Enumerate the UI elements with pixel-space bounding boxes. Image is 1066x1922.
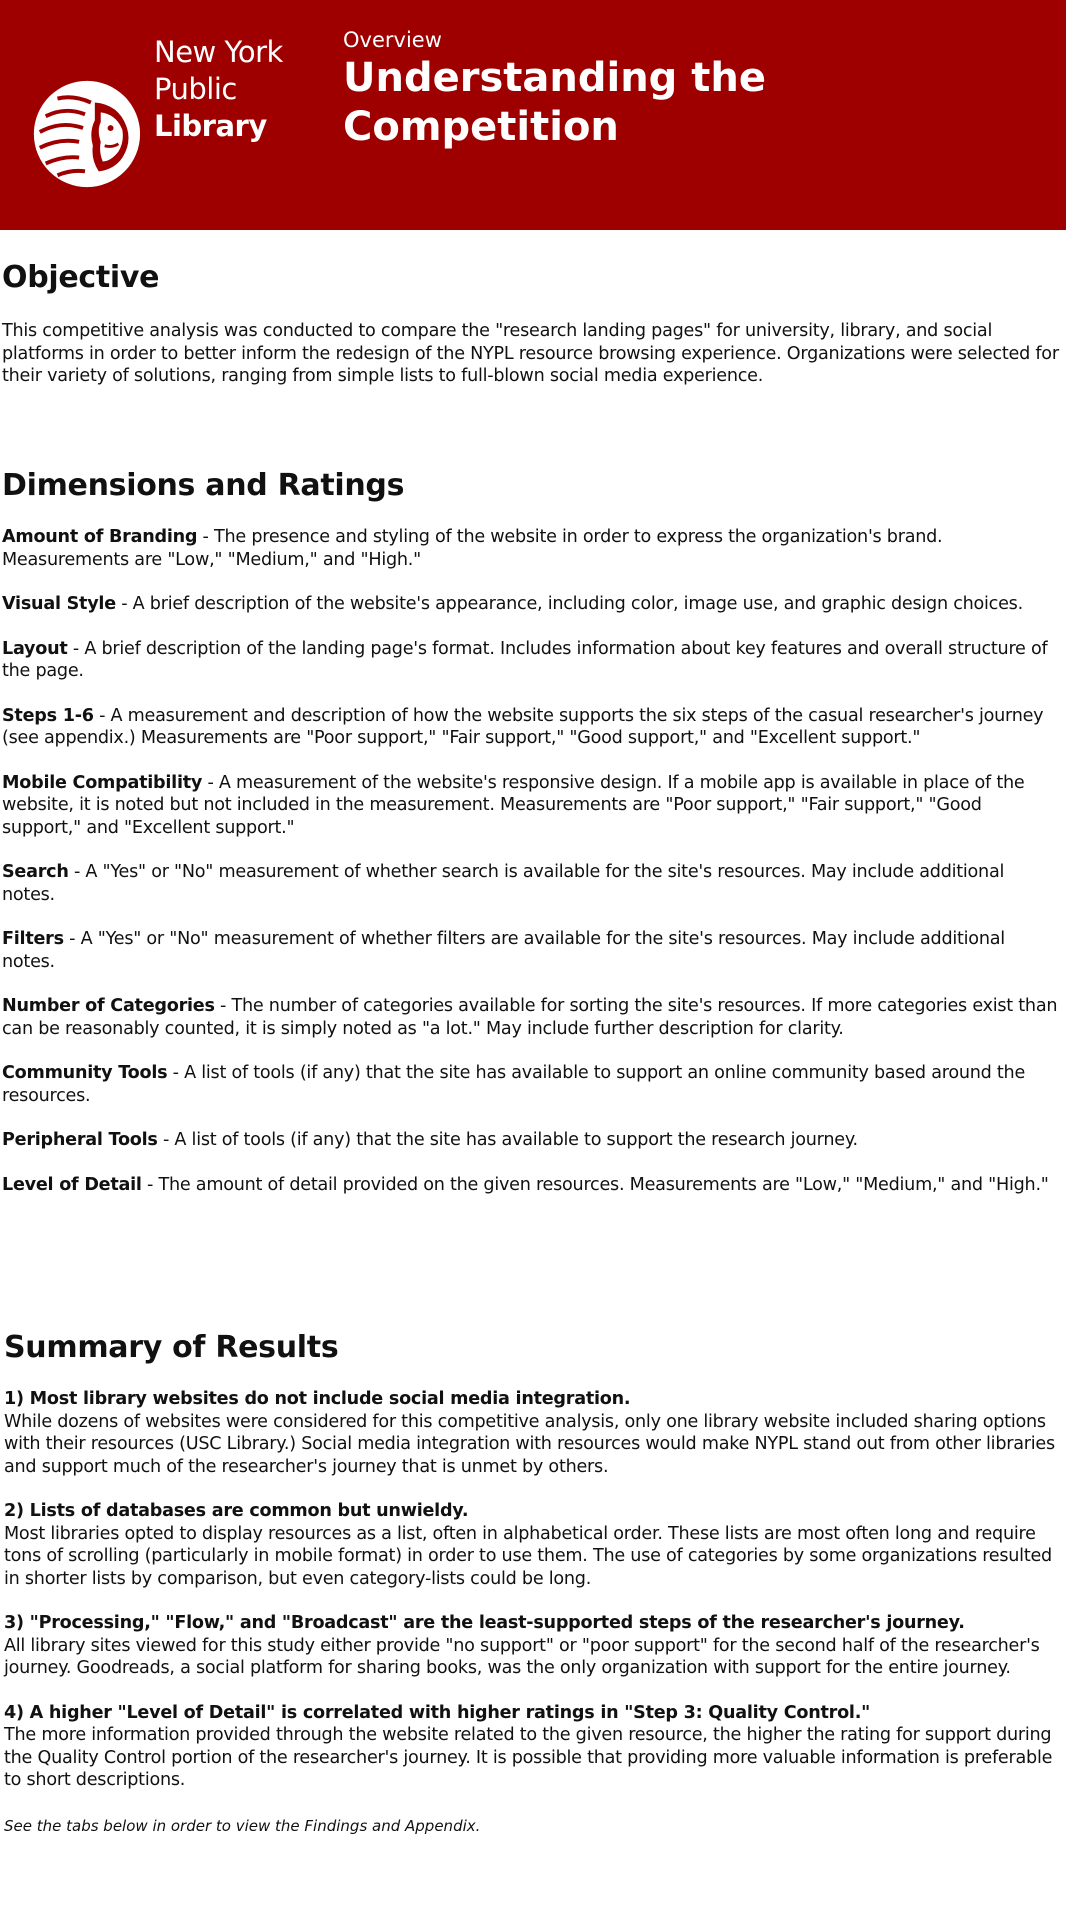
dimension-desc: - A measurement and description of how the website supports the six steps of the casual researcher's journey (see appendix.) Measurements are "Poor support," "Fair support," "Good support," and "Excellent support." — [2, 705, 1044, 748]
dimensions-list — [2, 526, 1060, 1196]
objective-heading: Objective — [2, 260, 160, 295]
dimension-term: Steps 1-6 — [2, 705, 94, 726]
dimension-item — [2, 1129, 1060, 1152]
summary-item-title: 1) Most library websites do not include social media integration. — [4, 1389, 631, 1409]
dimension-desc: - The number of categories available for sorting the site's resources. If more categories exist than can be reasonably counted, it is simply noted as "a lot." May include further description for clarity. — [2, 996, 1058, 1039]
dimension-item — [2, 638, 1060, 683]
dimension-term: Filters — [2, 929, 64, 949]
dimension-item — [2, 995, 1060, 1040]
summary-item-text: All library sites viewed for this study either provide "no support" or "poor support" for the second half of the researcher's journey. Goodreads, a social platform for sharing books, was the only organization with support for the entire journey. — [4, 1635, 1040, 1678]
dimension-term: Visual Style — [2, 594, 116, 614]
dimension-item — [2, 593, 1060, 616]
summary-item-text: While dozens of websites were considered for this competitive analysis, only one library website included sharing options with their resources (USC Library.) Social media integration with resources would make NYPL stand out from other libraries and support much of the researcher's journey that is unmet by others. — [4, 1411, 1055, 1477]
dimensions-heading: Dimensions and Ratings — [2, 468, 405, 503]
dimension-item — [2, 861, 1060, 906]
page-eyebrow: Overview — [343, 28, 442, 52]
dimension-desc: - The amount of detail provided on the given resources. Measurements are "Low," "Medium," and "High." — [141, 1174, 1049, 1195]
wordmark-line-3: Library — [154, 109, 267, 143]
dimension-term: Amount of Branding — [2, 527, 198, 547]
summary-item — [4, 1612, 1060, 1680]
dimension-desc: - A brief description of the website's appearance, including color, image use, and graphic design choices. — [115, 594, 1023, 614]
page-title: Understanding the Competition — [343, 55, 766, 150]
wordmark-line-1: New York — [154, 35, 283, 69]
dimension-item — [2, 772, 1060, 840]
summary-item-title: 2) Lists of databases are common but unwieldy. — [4, 1501, 469, 1521]
dimension-term: Community Tools — [2, 1063, 168, 1083]
summary-heading: Summary of Results — [4, 1330, 339, 1365]
dimension-item — [2, 1174, 1060, 1197]
summary-list — [4, 1388, 1060, 1792]
dimension-term: Search — [2, 862, 69, 882]
summary-item-title: 4) A higher "Level of Detail" is correlated with higher ratings in "Step 3: Quality Control." — [4, 1702, 871, 1723]
summary-item-text: Most libraries opted to display resources as a list, often in alphabetical order. These lists are most often long and require tons of scrolling (particularly in mobile format) in order to use them. The use of categories by some organizations resulted in shorter lists by comparison, but even category-lists could be long. — [4, 1523, 1052, 1589]
dimension-item — [2, 526, 1060, 571]
dimension-desc: - A "Yes" or "No" measurement of whether search is available for the site's resources. May include additional notes. — [2, 862, 1005, 905]
dimensions-section — [2, 466, 1060, 1218]
dimension-item — [2, 1062, 1060, 1107]
summary-item-text: The more information provided through the website related to the given resource, the higher the rating for support during the Quality Control portion of the researcher's journey. It is possible that providing more valuable information is preferable to short descriptions. — [4, 1725, 1053, 1790]
dimension-desc: - The presence and styling of the website in order to express the organization's brand. Measurements are "Low," "Medium," and "High." — [2, 527, 943, 570]
objective-section — [2, 258, 1060, 388]
summary-item — [4, 1500, 1060, 1590]
summary-item — [4, 1702, 1060, 1792]
dimension-term: Number of Categories — [2, 996, 215, 1016]
dimension-term: Mobile Compatibility — [2, 772, 203, 793]
dimension-desc: - A brief description of the landing page's format. Includes information about key features and overall structure of the page. — [2, 638, 1048, 681]
dimension-desc: - A list of tools (if any) that the site has available to support an online community based around the resources. — [2, 1063, 1026, 1106]
wordmark-line-2: Public — [154, 72, 237, 106]
objective-text: This competitive analysis was conducted to compare the "research landing pages" for university, library, and social platforms in order to better inform the redesign of the NYPL resource browsing experience. Organizations were selected for their variety of solutions, ranging from simple lists to full-blown social media experience. — [2, 321, 1059, 386]
dimension-term: Layout — [2, 638, 68, 659]
dimension-term: Level of Detail — [2, 1174, 142, 1195]
dimension-desc: - A "Yes" or "No" measurement of whether filters are available for the site's resources. May include additional notes. — [2, 929, 1005, 972]
dimension-term: Peripheral Tools — [2, 1130, 158, 1150]
dimension-item — [2, 928, 1060, 973]
summary-item-title: 3) "Processing," "Flow," and "Broadcast" are the least-supported steps of the researcher's journey. — [4, 1613, 965, 1633]
dimension-desc: - A list of tools (if any) that the site has available to support the research journey. — [157, 1130, 858, 1150]
nypl-lion-logo-icon — [26, 76, 144, 190]
page-header — [0, 0, 1066, 230]
dimension-item — [2, 705, 1060, 750]
nypl-wordmark — [154, 34, 283, 145]
summary-footnote: See the tabs below in order to view the Findings and Appendix. — [4, 1816, 481, 1835]
summary-section — [4, 1328, 1060, 1836]
summary-item — [4, 1388, 1060, 1478]
dimension-desc: - A measurement of the website's responsive design. If a mobile app is available in place of the website, it is noted but not included in the measurement. Measurements are "Poor support," "Fair support," "Good support," and "Excellent support." — [2, 772, 1025, 838]
